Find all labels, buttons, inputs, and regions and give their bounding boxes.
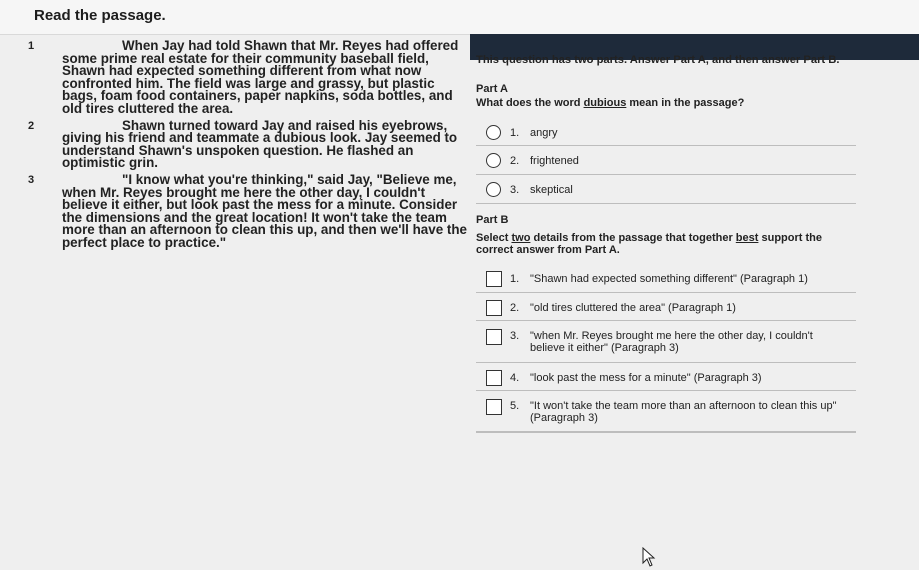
checkbox-icon[interactable] (486, 300, 502, 316)
part-a-options (476, 118, 856, 204)
paragraph-1 (28, 40, 470, 116)
prompt-word: dubious (583, 97, 627, 109)
part-b-option[interactable] (476, 321, 856, 363)
part-b-option[interactable] (476, 293, 856, 321)
paragraph-text: When Jay had told Shawn that Mr. Reyes had offered some prime real estate for their community baseball field, Shawn had expected something different from what now confronted him. The field was large and grassy, but plastic bags, foam food containers, paper napkins, soda bottles, and old tires cluttered the area. (62, 38, 459, 116)
option-text: angry (530, 127, 558, 139)
part-b-option[interactable] (476, 391, 856, 433)
paragraph-text: Shawn turned toward Jay and raised his eyebrows, giving his friend and teammate a dubious look. Jay seemed to understand Shawn's unspoken question. He flashed an optimistic grin. (62, 117, 458, 171)
prompt-emphasis: best (735, 232, 759, 244)
part-a-prompt (476, 97, 856, 109)
part-a-option[interactable] (476, 118, 856, 146)
option-number: 5. (510, 400, 520, 412)
part-b-option[interactable] (476, 264, 856, 293)
option-text: skeptical (530, 184, 573, 196)
part-b-prompt (476, 232, 846, 256)
checkbox-icon[interactable] (486, 370, 502, 386)
option-text: frightened (530, 155, 579, 167)
prompt-text: support the correct answer from Part A. (476, 232, 822, 256)
mouse-pointer-icon (642, 547, 656, 567)
prompt-emphasis: two (511, 232, 531, 244)
paragraph-text: "I know what you're thinking," said Jay, "Believe me, when Mr. Reyes brought me here the other day, I couldn't believe it either, but look past the mess for a minute. Consider the dimensions and the great location! It won't take the team more than an afternoon to clean this up, and then we'll have the perfect place to practice." (62, 171, 467, 250)
prompt-text: details from the passage that together (530, 232, 736, 244)
part-a-label: Part A (476, 83, 508, 95)
option-number: 4. (510, 372, 520, 384)
part-b-option[interactable] (476, 363, 856, 391)
part-b-options (476, 264, 856, 433)
part-a-option[interactable] (476, 146, 856, 175)
option-text: "when Mr. Reyes brought me here the other day, I couldn't believe it either" (Paragraph 3) (530, 330, 813, 354)
option-number: 3. (510, 184, 520, 196)
option-number: 1. (510, 127, 520, 139)
paragraph-number: 1 (28, 40, 35, 52)
paragraph-2 (28, 117, 470, 171)
radio-button-icon[interactable] (486, 182, 501, 197)
option-text: "look past the mess for a minute" (Paragraph 3) (530, 372, 762, 384)
option-text: "It won't take the team more than an afternoon to clean this up" (Paragraph 3) (530, 400, 837, 424)
question-instructions: This question has two parts. Answer Part A, and then answer Part B. (476, 54, 840, 66)
checkbox-icon[interactable] (486, 329, 502, 345)
part-a-option[interactable] (476, 175, 856, 204)
option-text: "Shawn had expected something different" (Paragraph 1) (530, 273, 808, 285)
checkbox-icon[interactable] (486, 399, 502, 415)
paragraph-number: 3 (28, 173, 35, 186)
option-text: "old tires cluttered the area" (Paragraph 1) (530, 302, 736, 314)
top-bar (0, 0, 919, 35)
option-number: 3. (510, 330, 520, 342)
radio-button-icon[interactable] (486, 125, 501, 140)
paragraph-number: 2 (28, 119, 35, 132)
passage (28, 40, 470, 254)
page-title: Read the passage. (34, 7, 166, 24)
option-number: 1. (510, 273, 520, 285)
checkbox-icon[interactable] (486, 271, 502, 287)
prompt-text: mean in the passage? (626, 97, 745, 109)
part-b-label: Part B (476, 214, 509, 226)
prompt-text: What does the word (476, 97, 584, 109)
radio-button-icon[interactable] (486, 153, 501, 168)
option-number: 2. (510, 155, 520, 167)
prompt-text: Select (476, 232, 512, 244)
paragraph-3 (28, 171, 470, 250)
option-number: 2. (510, 302, 520, 314)
